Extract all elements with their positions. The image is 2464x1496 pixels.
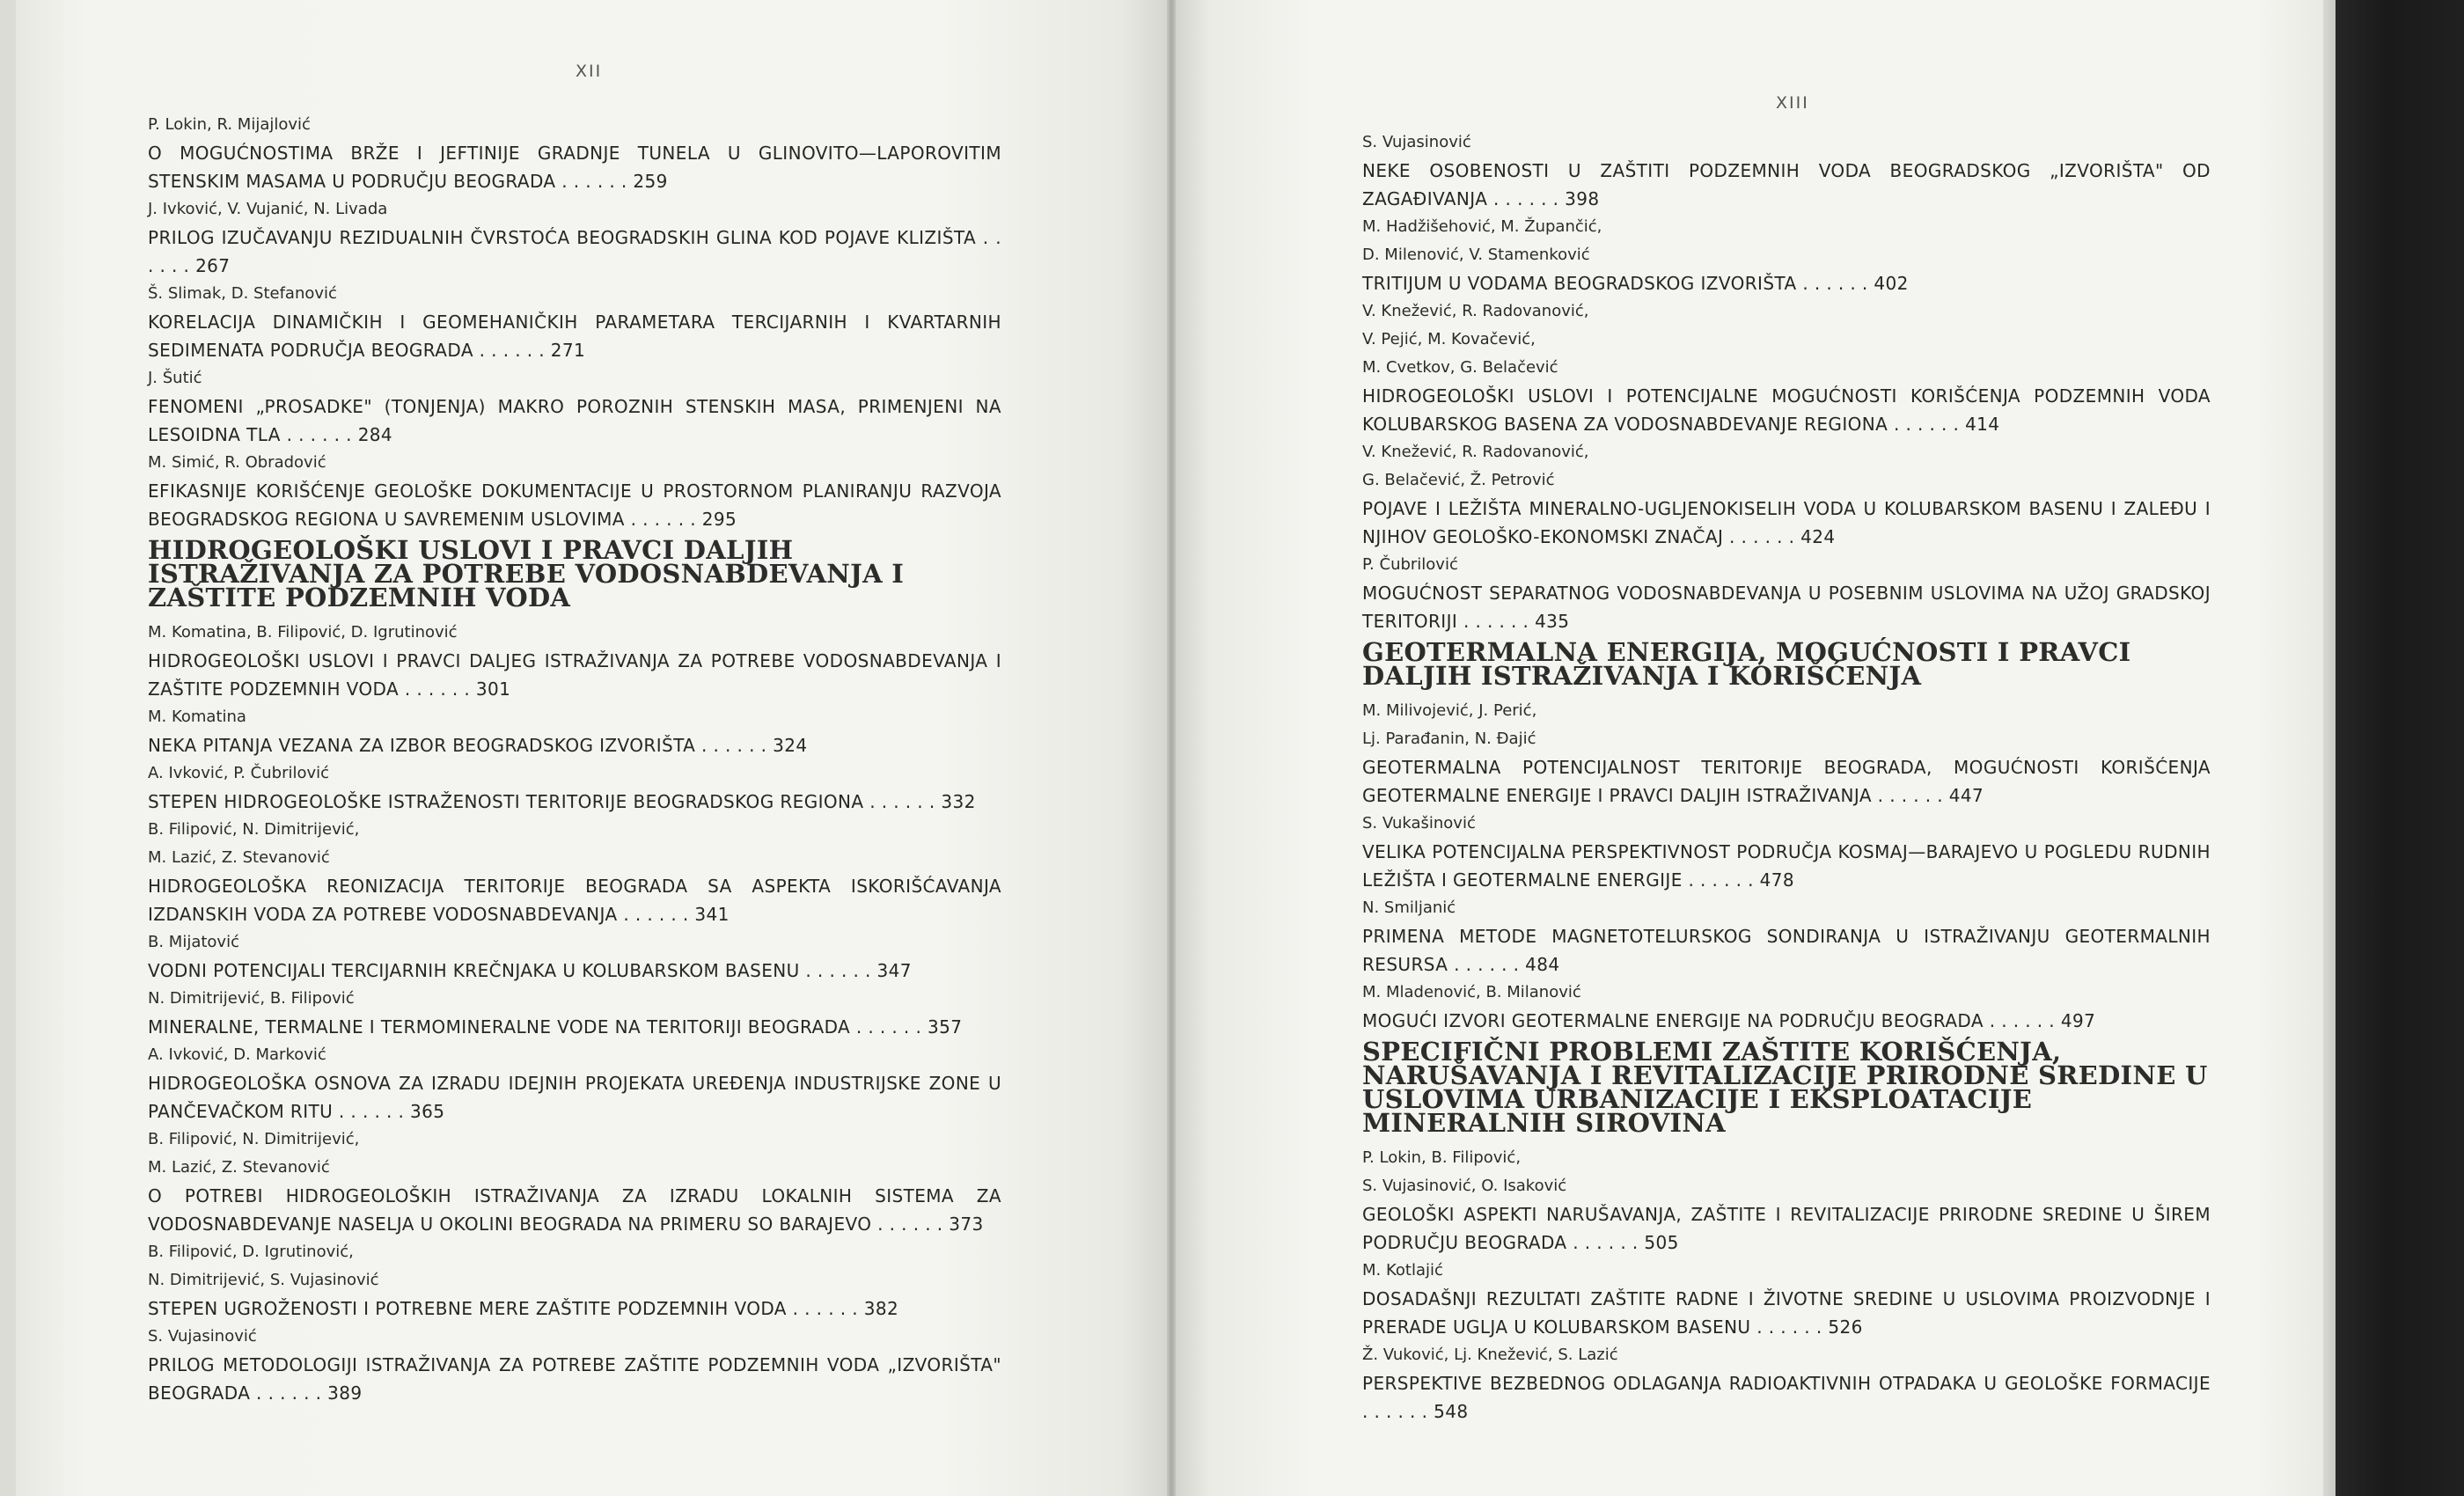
table-of-contents-right xyxy=(1362,128,2211,1426)
entry-page-number: 301 xyxy=(475,678,511,700)
entry-title-text: MINERALNE, TERMALNE I TERMOMINERALNE VODE NA TERITORIJI BEOGRADA xyxy=(148,1016,851,1038)
dot-leader: . . . . . . xyxy=(799,960,877,981)
entry-authors: M. Lazić, Z. Stevanović xyxy=(148,1158,330,1177)
entry-authors: N. Dimitrijević, S. Vujasinović xyxy=(148,1271,379,1289)
toc-entry xyxy=(148,619,1001,703)
entry-authors: Lj. Parađanin, N. Đajić xyxy=(1362,730,1536,748)
toc-entry xyxy=(148,449,1001,533)
entry-title-text: VELIKA POTENCIJALNA PERSPEKTIVNOST PODRUČJA KOSMAJ—BARAJEVO U POGLEDU RUDNIH LEŽIŠTA I GEOTERMALNE ENERGIJE xyxy=(1362,841,2211,891)
entry-page-number: 484 xyxy=(1525,954,1560,975)
entry-authors: M. Komatina xyxy=(148,708,246,726)
dot-leader: . . . . . . xyxy=(1723,526,1801,547)
table-of-contents-left xyxy=(148,111,1001,1407)
entry-authors: M. Mladenović, B. Milanović xyxy=(1362,983,1581,1001)
entry-authors: M. Hadžišehović, M. Župančić, xyxy=(1362,217,1602,236)
scanner-background xyxy=(2336,0,2464,1496)
entry-authors: D. Milenović, V. Stamenković xyxy=(1362,246,1590,264)
entry-title-text: TRITIJUM U VODAMA BEOGRADSKOG IZVORIŠTA xyxy=(1362,273,1797,294)
entry-title xyxy=(1362,382,2211,438)
toc-entry xyxy=(148,1238,1001,1323)
entry-authors: Ž. Vuković, Lj. Knežević, S. Lazić xyxy=(1362,1346,1618,1364)
dot-leader: . . . . . . xyxy=(1750,1316,1829,1338)
toc-entry xyxy=(1362,213,2211,297)
dot-leader: . . . . . . xyxy=(280,424,358,445)
entry-authors: B. Filipović, N. Dimitrijević, xyxy=(148,820,360,839)
dot-leader: . . . . . . xyxy=(1448,954,1526,975)
dot-leader: . . . . . . xyxy=(555,171,634,192)
dot-leader: . . . . . . xyxy=(850,1016,928,1038)
entry-title xyxy=(1362,157,2211,213)
entry-authors: V. Knežević, R. Radovanović, xyxy=(1362,443,1589,461)
entry-title xyxy=(148,224,1001,280)
entry-authors: S. Vujasinović, O. Isaković xyxy=(1362,1177,1567,1195)
entry-page-number: 382 xyxy=(863,1298,899,1319)
dot-leader: . . . . . . xyxy=(1682,869,1760,891)
toc-entry xyxy=(1362,697,2211,810)
entry-title-text: KORELACIJA DINAMIČKIH I GEOMEHANIČKIH PARAMETARA TERCIJARNIH I KVARTARNIH SEDIMENATA PODRUČJA BEOGRADA xyxy=(148,312,1001,361)
entry-title xyxy=(148,957,1001,985)
toc-entry xyxy=(148,195,1001,280)
entry-title-text: STEPEN HIDROGEOLOŠKE ISTRAŽENOSTI TERITORIJE BEOGRADSKOG REGIONA xyxy=(148,791,864,812)
entry-title-text: VODNI POTENCIJALI TERCIJARNIH KREČNJAKA U KOLUBARSKOM BASENU xyxy=(148,960,800,981)
entry-authors: J. Ivković, V. Vujanić, N. Livada xyxy=(148,200,388,218)
toc-entry xyxy=(148,928,1001,985)
dot-leader: . . . . . . xyxy=(624,509,702,530)
toc-entry xyxy=(148,364,1001,449)
toc-entry xyxy=(1362,1257,2211,1341)
dot-leader: . . . . . . xyxy=(473,340,551,361)
entry-authors: J. Šutić xyxy=(148,369,202,387)
entry-title-text: O POTREBI HIDROGEOLOŠKIH ISTRAŽIVANJA ZA IZRADU LOKALNIH SISTEMA ZA VODOSNABDEVANJE NASELJA U OKOLINI BEOGRADA NA PRIMERU SO BARAJEVO xyxy=(148,1185,1001,1235)
entry-page-number: 414 xyxy=(1965,414,2000,435)
section-heading: HIDROGEOLOŠKI USLOVI I PRAVCI DALJIH ISTRAŽIVANJA ZA POTREBE VODOSNABDEVANJA I ZAŠTITE PODZEMNIH VODA xyxy=(148,535,905,612)
dot-leader: . . . . . . xyxy=(333,1101,411,1122)
toc-entry xyxy=(1362,128,2211,213)
page-edge xyxy=(2323,0,2336,1496)
entry-authors: N. Smiljanić xyxy=(1362,898,1456,917)
entry-title-text: HIDROGEOLOŠKI USLOVI I PRAVCI DALJEG ISTRAŽIVANJA ZA POTREBE VODOSNABDEVANJA I ZAŠTITE PODZEMNIH VODA xyxy=(148,650,1001,700)
entry-page-number: 435 xyxy=(1535,611,1570,632)
entry-page-number: 365 xyxy=(410,1101,445,1122)
entry-page-number: 424 xyxy=(1800,526,1836,547)
entry-authors: M. Kotlajić xyxy=(1362,1261,1443,1280)
entry-title-text: PRILOG METODOLOGIJI ISTRAŽIVANJA ZA POTREBE ZAŠTITE PODZEMNIH VODA „IZVORIŠTA" BEOGRADA xyxy=(148,1354,1001,1404)
entry-title xyxy=(148,392,1001,449)
toc-entry xyxy=(148,1323,1001,1407)
entry-page-number: 341 xyxy=(694,904,730,925)
entry-title xyxy=(1362,1369,2211,1426)
entry-title xyxy=(148,1069,1001,1126)
entry-authors: M. Lazić, Z. Stevanović xyxy=(148,848,330,867)
toc-entry xyxy=(1362,438,2211,551)
entry-page-number: 332 xyxy=(941,791,976,812)
entry-title-text: GEOTERMALNA POTENCIJALNOST TERITORIJE BEOGRADA, MOGUĆNOSTI KORIŠĆENJA GEOTERMALNE ENERGIJE I PRAVCI DALJIH ISTRAŽIVANJA xyxy=(1362,757,2211,806)
page-folio: XII xyxy=(576,62,603,81)
toc-entry xyxy=(148,759,1001,816)
toc-entry xyxy=(148,816,1001,928)
entry-title-text: PRILOG IZUČAVANJU REZIDUALNIH ČVRSTOĆA BEOGRADSKIH GLINA KOD POJAVE KLIZIŠTA xyxy=(148,227,977,248)
entry-title xyxy=(1362,1285,2211,1341)
dot-leader: . . . . . . xyxy=(1487,188,1566,209)
toc-entry xyxy=(148,1126,1001,1238)
entry-title xyxy=(148,477,1001,533)
entry-title xyxy=(148,1351,1001,1407)
entry-title-text: FENOMENI „PROSADKE" (TONJENJA) MAKRO POROZNIH STENSKIH MASA, PRIMENJENI NA LESOIDNA TLA xyxy=(148,396,1001,445)
entry-authors: V. Pejić, M. Kovačević, xyxy=(1362,330,1536,348)
entry-page-number: 373 xyxy=(949,1214,984,1235)
dot-leader: . . . . . . xyxy=(148,227,1001,276)
entry-title xyxy=(148,308,1001,364)
section-heading: SPECIFIČNI PROBLEMI ZAŠTITE KORIŠĆENJA, NARUŠAVANJA I REVITALIZACIJE PRIRODNE SREDINE U USLOVIMA URBANIZACIJE I EKSPLOATACIJE MINERALNIH SIROVINA xyxy=(1362,1037,2208,1138)
entry-title xyxy=(148,788,1001,816)
entry-authors: B. Mijatović xyxy=(148,933,239,951)
entry-title-text: HIDROGEOLOŠKA REONIZACIJA TERITORIJE BEOGRADA SA ASPEKTA ISKORIŠĆAVANJA IZDANSKIH VODA ZA POTREBE VODOSNABDEVANJA xyxy=(148,876,1001,925)
toc-entry xyxy=(1362,1341,2211,1426)
entry-title-text: DOSADAŠNJI REZULTATI ZAŠTITE RADNE I ŽIVOTNE SREDINE U USLOVIMA PROIZVODNJE I PRERADE UGLJA U KOLUBARSKOM BASENU xyxy=(1362,1288,2211,1338)
entry-title-text: HIDROGEOLOŠKI USLOVI I POTENCIJALNE MOGUĆNOSTI KORIŠĆENJA PODZEMNIH VODA KOLUBARSKOG BASENA ZA VODOSNABDEVANJE REGIONA xyxy=(1362,385,2211,435)
entry-title xyxy=(1362,838,2211,894)
dot-leader: . . . . . . xyxy=(1871,785,1949,806)
entry-page-number: 548 xyxy=(1434,1401,1469,1422)
toc-entry xyxy=(1362,894,2211,979)
entry-authors: M. Cvetkov, G. Belačević xyxy=(1362,358,1558,377)
dot-leader: . . . . . . xyxy=(1566,1232,1645,1253)
dot-leader: . . . . . . xyxy=(1983,1010,2061,1031)
entry-authors: M. Milivojević, J. Perić, xyxy=(1362,701,1537,720)
toc-entry xyxy=(1362,810,2211,894)
dot-leader: . . . . . . xyxy=(1888,414,1966,435)
section-heading: GEOTERMALNA ENERGIJA, MOGUĆNOSTI I PRAVCI DALJIH ISTRAŽIVANJA I KORIŠĆENJA xyxy=(1362,637,2131,691)
entry-authors: G. Belačević, Ž. Petrović xyxy=(1362,471,1555,489)
entry-title xyxy=(148,731,1001,759)
entry-title-text: HIDROGEOLOŠKA OSNOVA ZA IZRADU IDEJNIH PROJEKATA UREĐENJA INDUSTRIJSKE ZONE U PANČEVAČKOM RITU xyxy=(148,1073,1001,1122)
entry-page-number: 271 xyxy=(550,340,586,361)
entry-title-text: O MOGUĆNOSTIMA BRŽE I JEFTINIJE GRADNJE TUNELA U GLINOVITO—LAPOROVITIM STENSKIM MASAMA U PODRUČJU BEOGRADA xyxy=(148,143,1001,192)
entry-authors: A. Ivković, D. Marković xyxy=(148,1045,326,1064)
entry-title-text: MOGUĆI IZVORI GEOTERMALNE ENERGIJE NA PODRUČJU BEOGRADA xyxy=(1362,1010,1984,1031)
dot-leader: . . . . . . xyxy=(871,1214,950,1235)
entry-title-text: POJAVE I LEŽIŠTA MINERALNO-UGLJENOKISELIH VODA U KOLUBARSKOM BASENU I ZALEĐU I NJIHOV GEOLOŠKO-EKONOMSKI ZNAČAJ xyxy=(1362,498,2211,547)
entry-title-text: NEKA PITANJA VEZANA ZA IZBOR BEOGRADSKOG IZVORIŠTA xyxy=(148,735,696,756)
entry-authors: Š. Slimak, D. Stefanović xyxy=(148,284,337,303)
entry-authors: B. Filipović, D. Igrutinović, xyxy=(148,1243,354,1261)
entry-page-number: 478 xyxy=(1759,869,1794,891)
page-folio: XIII xyxy=(1776,93,1809,113)
toc-entry xyxy=(148,703,1001,759)
entry-title xyxy=(148,872,1001,928)
toc-entry xyxy=(148,280,1001,364)
entry-page-number: 259 xyxy=(633,171,668,192)
entry-page-number: 347 xyxy=(876,960,912,981)
entry-authors: M. Simić, R. Obradović xyxy=(148,453,326,472)
book-spine xyxy=(1167,0,1176,1496)
entry-title-text: STEPEN UGROŽENOSTI I POTREBNE MERE ZAŠTITE PODZEMNIH VODA xyxy=(148,1298,787,1319)
entry-page-number: 357 xyxy=(927,1016,963,1038)
entry-title-text: PRIMENA METODE MAGNETOTELURSKOG SONDIRANJA U ISTRAŽIVANJU GEOTERMALNIH RESURSA xyxy=(1362,926,2211,975)
toc-entry xyxy=(148,111,1001,195)
entry-page-number: 447 xyxy=(1948,785,1984,806)
entry-title xyxy=(1362,1007,2211,1035)
entry-title xyxy=(148,647,1001,703)
entry-title xyxy=(1362,269,2211,297)
dot-leader: . . . . . . xyxy=(863,791,942,812)
entry-page-number: 505 xyxy=(1644,1232,1679,1253)
entry-authors: M. Komatina, B. Filipović, D. Igrutinović xyxy=(148,623,458,642)
entry-page-number: 398 xyxy=(1565,188,1600,209)
entry-page-number: 267 xyxy=(195,255,231,276)
entry-title xyxy=(148,1182,1001,1238)
entry-page-number: 284 xyxy=(357,424,393,445)
right-page xyxy=(1176,0,2323,1496)
entry-title xyxy=(1362,579,2211,635)
entry-authors: S. Vujasinović xyxy=(1362,133,1471,151)
entry-authors: P. Čubrilović xyxy=(1362,555,1458,574)
entry-title-text: MOGUĆNOST SEPARATNOG VODOSNABDEVANJA U POSEBNIM USLOVIMA NA UŽOJ GRADSKOJ TERITORIJI xyxy=(1362,583,2211,632)
entry-authors: N. Dimitrijević, B. Filipović xyxy=(148,989,355,1008)
entry-authors: V. Knežević, R. Radovanović, xyxy=(1362,302,1589,320)
entry-title-text: PERSPEKTIVE BEZBEDNOG ODLAGANJA RADIOAKTIVNIH OTPADAKA U GEOLOŠKE FORMACIJE xyxy=(1362,1373,2211,1394)
entry-authors: A. Ivković, P. Čubrilović xyxy=(148,764,330,782)
entry-page-number: 497 xyxy=(2060,1010,2096,1031)
dot-leader: . . . . . . xyxy=(1457,611,1536,632)
dot-leader: . . . . . . xyxy=(1796,273,1874,294)
entry-page-number: 324 xyxy=(773,735,808,756)
entry-title xyxy=(148,139,1001,195)
entry-page-number: 526 xyxy=(1828,1316,1863,1338)
toc-entry xyxy=(1362,551,2211,635)
dot-leader: . . . . . . xyxy=(786,1298,864,1319)
dot-leader: . . . . . . xyxy=(250,1382,328,1404)
entry-page-number: 402 xyxy=(1874,273,1909,294)
entry-title-text: EFIKASNIJE KORIŠĆENJE GEOLOŠKE DOKUMENTACIJE U PROSTORNOM PLANIRANJU RAZVOJA BEOGRADSKOG REGIONA U SAVREMENIM USLOVIMA xyxy=(148,480,1001,530)
entry-title-text: NEKE OSOBENOSTI U ZAŠTITI PODZEMNIH VODA BEOGRADSKOG „IZVORIŠTA" OD ZAGAĐIVANJA xyxy=(1362,160,2211,209)
dot-leader: . . . . . . xyxy=(399,678,476,700)
entry-title xyxy=(1362,495,2211,551)
entry-title xyxy=(148,1294,1001,1323)
toc-entry xyxy=(1362,297,2211,438)
entry-authors: S. Vujasinović xyxy=(148,1327,257,1346)
entry-title xyxy=(1362,753,2211,810)
toc-entry xyxy=(1362,1144,2211,1257)
entry-authors: B. Filipović, N. Dimitrijević, xyxy=(148,1130,360,1148)
left-page xyxy=(16,0,1167,1496)
entry-title xyxy=(1362,922,2211,979)
entry-title xyxy=(148,1013,1001,1041)
entry-authors: S. Vukašinović xyxy=(1362,814,1476,832)
toc-entry xyxy=(148,985,1001,1041)
entry-authors: P. Lokin, B. Filipović, xyxy=(1362,1148,1522,1167)
entry-authors: P. Lokin, R. Mijajlović xyxy=(148,115,311,134)
entry-page-number: 295 xyxy=(701,509,737,530)
entry-title xyxy=(1362,1200,2211,1257)
entry-title-text: GEOLOŠKI ASPEKTI NARUŠAVANJA, ZAŠTITE I REVITALIZACIJE PRIRODNE SREDINE U ŠIREM PODRUČJU BEOGRADA xyxy=(1362,1204,2211,1253)
toc-entry xyxy=(148,1041,1001,1126)
toc-entry xyxy=(1362,979,2211,1035)
dot-leader: . . . . . . xyxy=(695,735,774,756)
dot-leader: . . . . . . xyxy=(617,904,695,925)
entry-page-number: 389 xyxy=(327,1382,363,1404)
dot-leader: . . . . . . xyxy=(1362,1401,1434,1422)
